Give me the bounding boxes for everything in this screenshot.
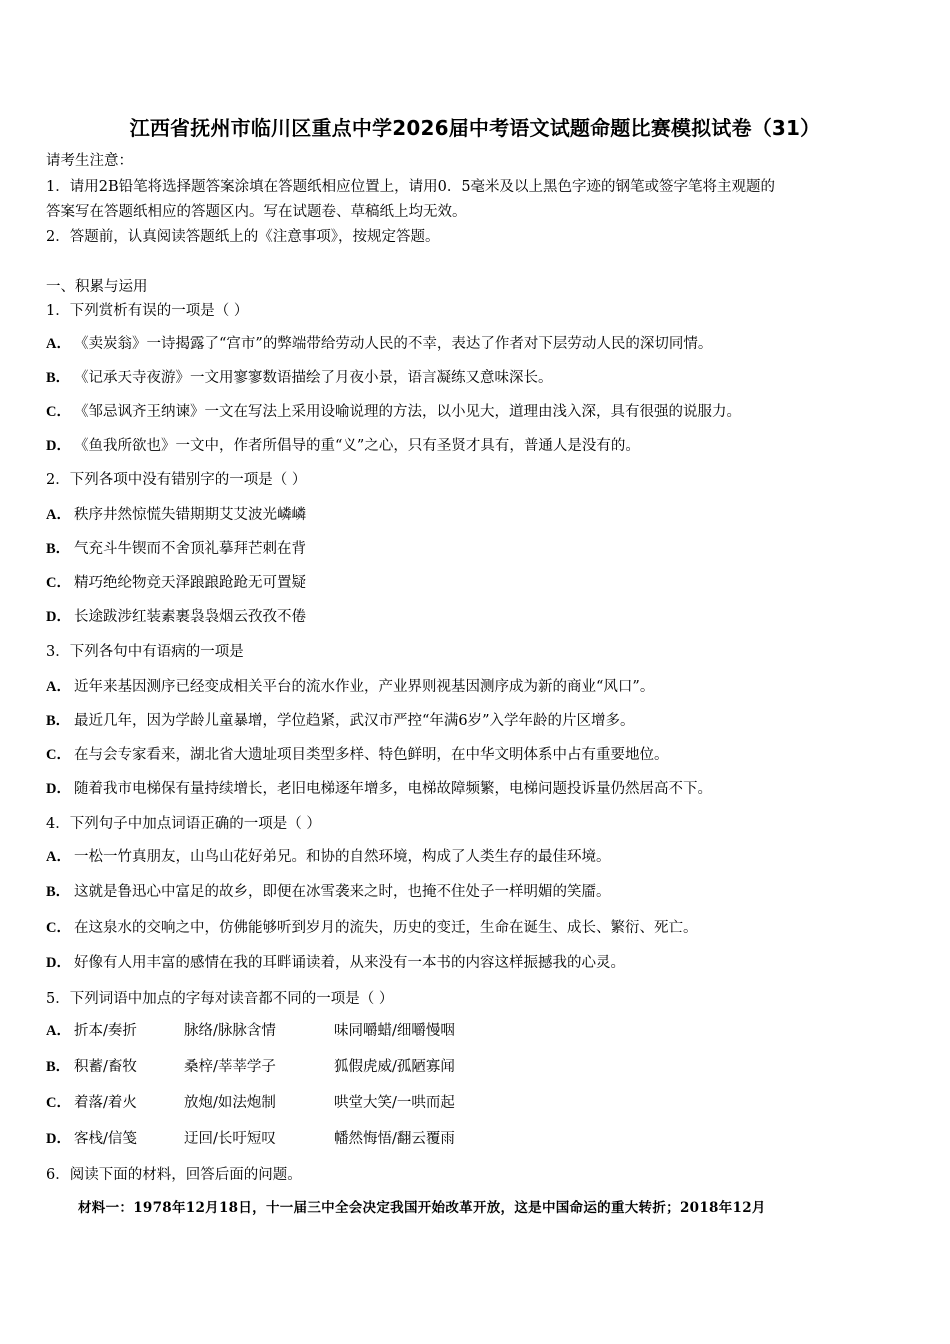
option-text: 最近几年，因为学龄儿童暴增，学位趋紧，武汉市严控“年满6岁”入学年龄的片区增多。 [74,713,635,729]
question-5-option-d [46,1129,137,1149]
question-3-stem: 3．下列各句中有语病的一项是 [46,644,244,660]
option-letter: D． [46,609,71,625]
question-3-option-c [46,745,669,765]
option-text: 精巧绝纶物竞天泽踉踉跄跄无可置疑 [74,575,306,591]
question-1-option-b [46,368,553,388]
question-4-option-c [46,918,698,938]
option-col-1: 积蓄/畜牧 [74,1059,137,1075]
option-text: 《卖炭翁》一诗揭露了“宫市”的弊端带给劳动人民的不幸，表达了作者对下层劳动人民的深切同情。 [74,336,713,352]
option-letter: A． [46,849,71,865]
option-text: 这就是鲁迅心中富足的故乡，即便在冰雪袭来之时，也掩不住处子一样明媚的笑靥。 [74,884,611,900]
question-2-stem: 2．下列各项中没有错别字的一项是（ ） [46,472,307,488]
question-5-option-d-col-2: 迂回/长吁短叹 [184,1131,276,1147]
option-letter: D． [46,438,71,454]
question-1-option-a [46,334,712,354]
option-text: 秩序井然惊慌失错期期艾艾波光嶙嶙 [74,507,306,523]
question-5-option-a-col-2: 脉络/脉脉含情 [184,1023,276,1039]
option-letter: D． [46,1131,71,1147]
question-5-stem: 5．下列词语中加点的字每对读音都不同的一项是（ ） [46,991,394,1007]
option-letter: C． [46,1095,71,1111]
question-5-option-a-col-3: 味同嚼蜡/细嚼慢咽 [334,1023,455,1039]
notice-item-1-line-1: 1．请用2B铅笔将选择题答案涂填在答题纸相应位置上，请用0．5毫米及以上黑色字迹的钢笔或签字笔将主观题的 [46,179,776,195]
option-letter: B． [46,370,71,386]
option-letter: C． [46,575,71,591]
option-letter: B． [46,1059,71,1075]
option-letter: A． [46,679,71,695]
option-letter: A． [46,1023,71,1039]
page-title: 江西省抚州市临川区重点中学2026届中考语文试题命题比赛模拟试卷（31） [129,116,821,140]
option-letter: A． [46,336,71,352]
notice-heading: 请考生注意： [46,153,133,169]
question-1-option-d [46,436,640,456]
question-5-option-a [46,1021,137,1041]
question-5-option-c-col-2: 放炮/如法炮制 [184,1095,276,1111]
option-text: 随着我市电梯保有量持续增长，老旧电梯逐年增多，电梯故障频繁，电梯问题投诉量仍然居高不下。 [74,781,712,797]
notice-item-2: 2．答题前，认真阅读答题纸上的《注意事项》，按规定答题。 [46,229,440,245]
question-2-option-b [46,539,306,559]
question-4-option-d [46,953,625,973]
option-letter: A． [46,507,71,523]
question-5-option-b [46,1057,137,1077]
option-col-1: 折本/奏折 [74,1023,137,1039]
option-text: 好像有人用丰富的感情在我的耳畔诵读着，从来没有一本书的内容这样振撼我的心灵。 [74,955,625,971]
question-3-option-b [46,711,635,731]
question-5-option-b-col-3: 狐假虎威/孤陋寡闻 [334,1059,455,1075]
question-4-option-a [46,847,611,867]
question-4-option-b [46,882,611,902]
question-1-stem: 1．下列赏析有误的一项是（ ） [46,303,249,319]
question-4-stem: 4．下列句子中加点词语正确的一项是（ ） [46,816,321,832]
option-letter: C． [46,404,71,420]
option-text: 《邹忌讽齐王纳谏》一文在写法上采用设喻说理的方法，以小见大，道理由浅入深，具有很强的说服力。 [74,404,741,420]
option-text: 气充斗牛锲而不舍顶礼摹拜芒刺在背 [74,541,306,557]
option-col-1: 着落/着火 [74,1095,137,1111]
option-col-1: 客栈/信笺 [74,1131,137,1147]
option-letter: D． [46,955,71,971]
option-letter: B． [46,713,71,729]
option-letter: B． [46,884,71,900]
option-text: 一松一竹真朋友，山鸟山花好弟兄。和协的自然环境，构成了人类生存的最佳环境。 [74,849,611,865]
notice-item-1-line-2: 答案写在答题纸相应的答题区内。写在试题卷、草稿纸上均无效。 [46,204,467,220]
question-5-option-c [46,1093,137,1113]
question-2-option-a [46,505,306,525]
option-letter: B． [46,541,71,557]
question-3-option-d [46,779,712,799]
question-1-option-c [46,402,741,422]
option-text: 《鱼我所欲也》一文中，作者所倡导的重“义”之心，只有圣贤才具有，普通人是没有的。 [74,438,640,454]
option-text: 在这泉水的交响之中，仿佛能够听到岁月的流失，历史的变迁，生命在诞生、成长、繁衍、死亡。 [74,920,698,936]
option-text: 长途跋涉红装素裹袅袅烟云孜孜不倦 [74,609,306,625]
question-6-material: 材料一：1978年12月18日，十一届三中全会决定我国开始改革开放，这是中国命运的重大转折；2018年12月 [78,1200,766,1216]
question-5-option-d-col-3: 幡然悔悟/翻云覆雨 [334,1131,455,1147]
question-3-option-a [46,677,654,697]
question-6-stem: 6．阅读下面的材料，回答后面的问题。 [46,1167,302,1183]
option-letter: C． [46,920,71,936]
option-text: 近年来基因测序已经变成相关平台的流水作业，产业界则视基因测序成为新的商业“风口”。 [74,679,655,695]
option-letter: C． [46,747,71,763]
option-letter: D． [46,781,71,797]
question-2-option-d [46,607,306,627]
question-5-option-c-col-3: 哄堂大笑/一哄而起 [334,1095,455,1111]
question-5-option-b-col-2: 桑梓/莘莘学子 [184,1059,276,1075]
option-text: 在与会专家看来，湖北省大遗址项目类型多样、特色鲜明，在中华文明体系中占有重要地位。 [74,747,669,763]
section-heading: 一、积累与运用 [46,279,148,295]
option-text: 《记承天寺夜游》一文用寥寥数语描绘了月夜小景，语言凝练又意味深长。 [74,370,553,386]
question-2-option-c [46,573,306,593]
